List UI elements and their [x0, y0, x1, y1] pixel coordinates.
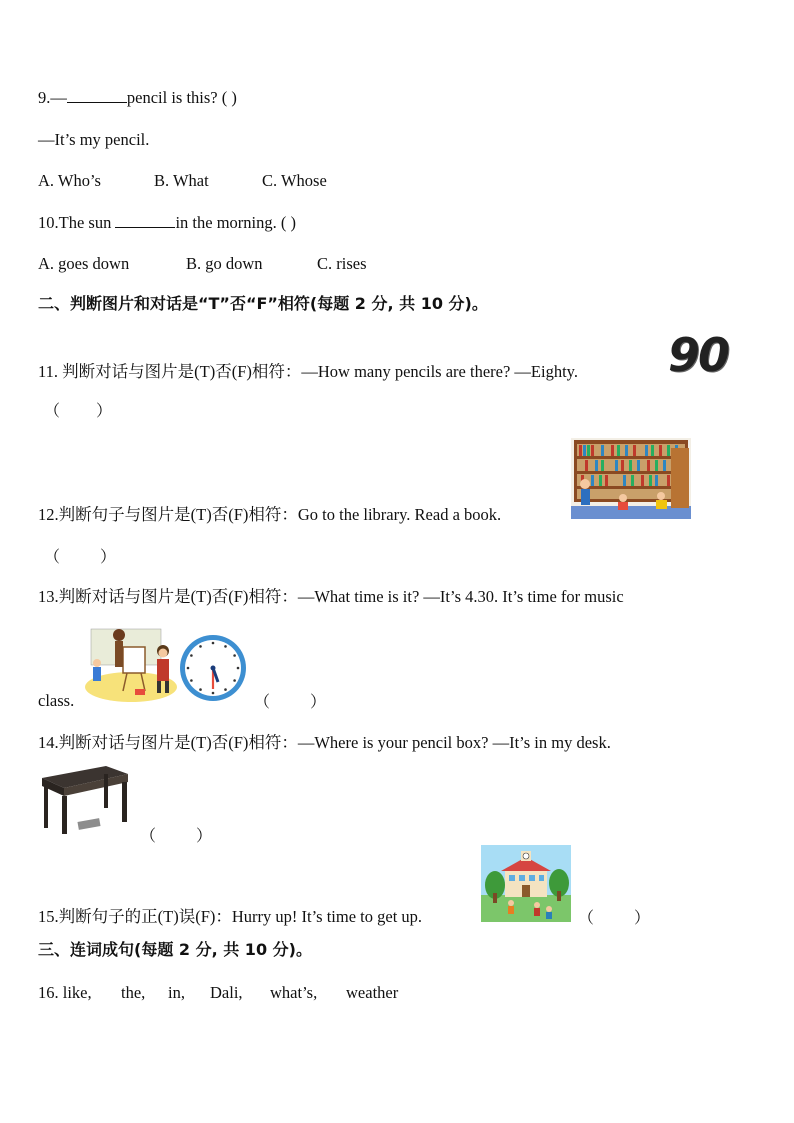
- q15-answer-paren[interactable]: （ ）: [578, 910, 651, 927]
- q9-option-b[interactable]: B. What: [154, 171, 209, 190]
- q16-word-2: the,: [121, 983, 146, 1002]
- q12-answer-paren[interactable]: （ ）: [44, 549, 117, 566]
- library-image: [571, 438, 691, 519]
- q16-word-4: Dali,: [210, 983, 243, 1002]
- q16-word-5: what’s,: [270, 983, 318, 1002]
- q10-option-a[interactable]: A. goes down: [38, 254, 130, 273]
- q9-prefix: 9.—: [38, 88, 67, 107]
- q10-blank[interactable]: [115, 213, 175, 228]
- q16-word-1: 16. like,: [38, 983, 92, 1002]
- q10-suffix: in the morning. ( ): [175, 213, 296, 232]
- q10-option-b[interactable]: B. go down: [186, 254, 263, 273]
- question-14: 14.判断对话与图片是(T)否(F)相符：—Where is your pencil box? —It’s in my desk.: [38, 733, 611, 752]
- q11-answer-paren[interactable]: （ ）: [44, 403, 113, 420]
- number-90-text: 90: [668, 328, 729, 382]
- music-class-image: [83, 625, 178, 705]
- clock-icon: [178, 633, 248, 703]
- question-10: [38, 213, 296, 233]
- school-illustration: [481, 845, 571, 922]
- q13-answer-paren[interactable]: （ ）: [254, 694, 327, 711]
- q9-suffix: pencil is this? ( ): [126, 88, 237, 107]
- q13-continuation: class.: [38, 691, 75, 710]
- desk-image: [38, 764, 130, 836]
- q9-option-a[interactable]: A. Who’s: [38, 171, 101, 190]
- desk-illustration: [38, 764, 130, 836]
- school-image: [481, 845, 571, 922]
- number-90-image: [668, 330, 738, 380]
- music-class-illustration: [83, 625, 178, 705]
- q9-option-c[interactable]: C. Whose: [262, 171, 327, 190]
- library-illustration: [571, 438, 691, 519]
- q10-prefix: 10.The sun: [38, 213, 116, 232]
- question-15: 15.判断句子的正(T)误(F)：Hurry up! It’s time to get up.: [38, 907, 423, 926]
- q14-answer-paren[interactable]: （ ）: [140, 828, 213, 845]
- question-9: [38, 88, 237, 108]
- clock-image: [178, 633, 248, 703]
- question-16: [38, 983, 398, 1003]
- q9-answer: —It’s my pencil.: [38, 130, 150, 149]
- q10-options: [38, 254, 367, 274]
- section-3-heading: 三、连词成句(每题 2 分, 共 10 分)。: [38, 940, 312, 959]
- q9-blank[interactable]: [67, 88, 127, 103]
- question-12: 12.判断句子与图片是(T)否(F)相符：Go to the library. Read a book.: [38, 505, 502, 524]
- q16-word-3: in,: [168, 983, 185, 1002]
- q10-option-c[interactable]: C. rises: [317, 254, 367, 273]
- question-11: 11. 判断对话与图片是(T)否(F)相符：—How many pencils are there? —Eighty.: [38, 362, 578, 381]
- section-2-heading: 二、判断图片和对话是“T”否“F”相符(每题 2 分, 共 10 分)。: [38, 294, 488, 313]
- question-13: 13.判断对话与图片是(T)否(F)相符：—What time is it? —It’s 4.30. It’s time for music: [38, 587, 624, 606]
- q16-word-6: weather: [346, 983, 399, 1002]
- q9-options: [38, 171, 327, 191]
